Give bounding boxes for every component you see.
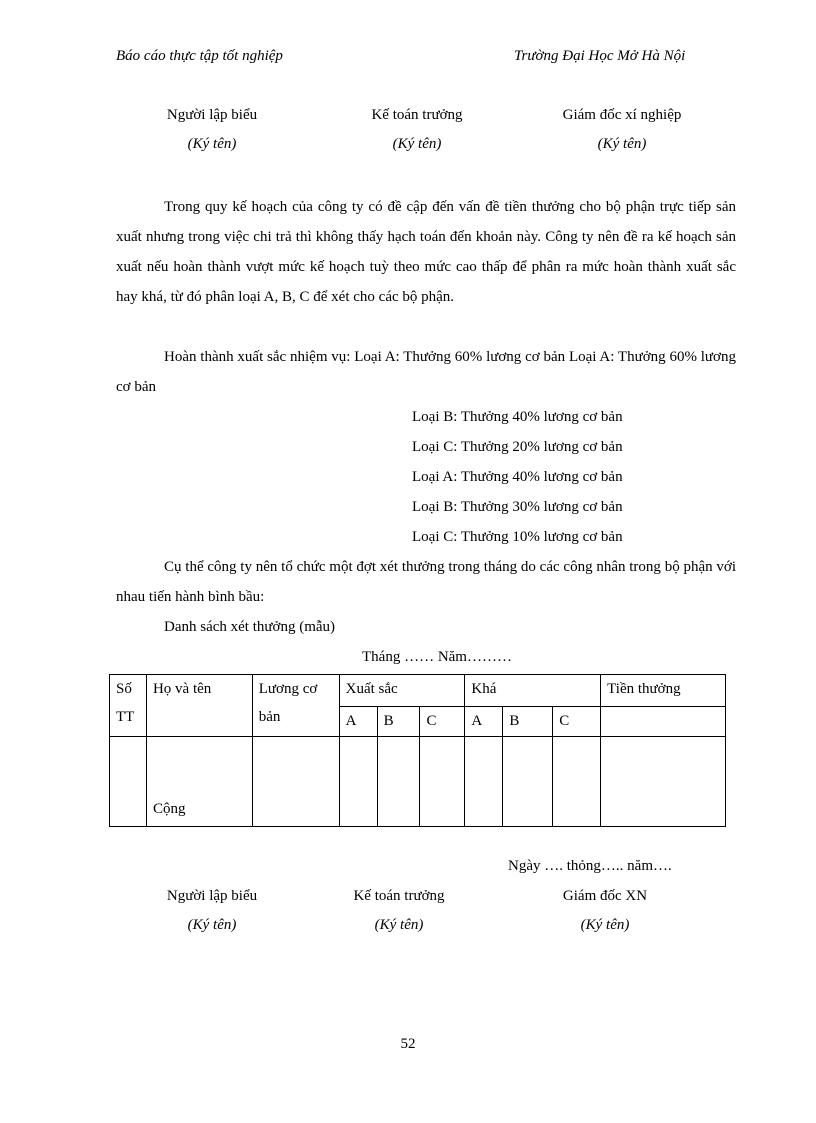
bonus-level-item: Loại C: Thưởng 20% lương cơ bản bbox=[412, 439, 623, 455]
cell-empty bbox=[110, 737, 147, 827]
bonus-level-item: Loại A: Thưởng 40% lương cơ bản bbox=[412, 469, 623, 485]
cell-empty bbox=[420, 737, 465, 827]
header-stt bbox=[110, 675, 147, 737]
cell-empty bbox=[503, 737, 553, 827]
sub-c: C bbox=[553, 707, 601, 737]
signature-sign: (Ký tên) bbox=[597, 136, 647, 152]
header-left: Báo cáo thực tập tốt nghiệp bbox=[116, 48, 283, 64]
cell-empty bbox=[377, 737, 420, 827]
bonus-table bbox=[109, 674, 726, 827]
signature-role: Người lập biểu bbox=[166, 888, 258, 904]
signature-sign: (Ký tên) bbox=[187, 917, 237, 933]
month-year-line: Tháng …… Năm……… bbox=[362, 649, 512, 665]
sub-b: B bbox=[377, 707, 420, 737]
sub-c: C bbox=[420, 707, 465, 737]
cell-empty bbox=[339, 737, 377, 827]
list-title: Danh sách xét thưởng (mẫu) bbox=[164, 619, 336, 635]
sub-empty bbox=[601, 707, 726, 737]
signature-role: Người lập biểu bbox=[166, 107, 258, 123]
signature-sign: (Ký tên) bbox=[374, 917, 424, 933]
header-salary-1: Lương cơ bbox=[258, 681, 318, 697]
signature-role: Kế toán trưởng bbox=[353, 888, 445, 904]
paragraph-3 bbox=[116, 552, 736, 612]
signature-sign: (Ký tên) bbox=[187, 136, 237, 152]
bonus-level-item: Loại B: Thưởng 30% lương cơ bản bbox=[412, 499, 623, 515]
cell-empty bbox=[601, 737, 726, 827]
signature-sign: (Ký tên) bbox=[392, 136, 442, 152]
paragraph-1 bbox=[116, 192, 736, 312]
paragraph-text: Trong quy kế hoạch của công ty có đề cập đến vấn đề tiền thưởng cho bộ phận trực tiếp sản xuất nhưng trong việc chi trả thì không thấy hạch toán đến khoản này. Công ty nên đề ra kế hoạch sản xuất nếu hoàn thành vượt mức kế hoạch tuỳ theo mức cao thấp để phân ra mức hoàn thành xuất sắc hay khá, từ đó phân loại A, B, C để xét cho các bộ phận. bbox=[116, 199, 736, 305]
header-salary-2: bản bbox=[258, 709, 281, 725]
signature-role: Kế toán trưởng bbox=[371, 107, 463, 123]
bonus-levels bbox=[412, 402, 623, 552]
sub-a: A bbox=[339, 707, 377, 737]
header-name: Họ và tên bbox=[146, 675, 252, 737]
signature-role: Giám đốc xí nghiệp bbox=[562, 107, 682, 123]
header-right: Trường Đại Học Mở Hà Nội bbox=[514, 48, 686, 64]
header-excellent: Xuất sắc bbox=[339, 675, 465, 707]
total-cell: Cộng bbox=[146, 737, 252, 827]
signature-role: Giám đốc XN bbox=[562, 888, 648, 904]
paragraph-text: Hoàn thành xuất sắc nhiệm vụ: Loại A: Thưởng 60% lương cơ bản Loại A: Thưởng 60% lương cơ bản bbox=[116, 349, 736, 395]
paragraph-2 bbox=[116, 342, 736, 402]
header-good: Khá bbox=[465, 675, 601, 707]
table-header-row bbox=[110, 675, 726, 707]
header-salary bbox=[252, 675, 339, 737]
signature-sign: (Ký tên) bbox=[580, 917, 630, 933]
bonus-level-item: Loại C: Thưởng 10% lương cơ bản bbox=[412, 529, 623, 545]
date-line: Ngày …. thỏng….. năm…. bbox=[508, 858, 672, 874]
table-body-row bbox=[110, 737, 726, 827]
paragraph-text: Cụ thể công ty nên tổ chức một đợt xét thưởng trong tháng do các công nhân trong bộ phận với nhau tiến hành bình bầu: bbox=[116, 559, 736, 605]
header-bonus: Tiền thưởng bbox=[601, 675, 726, 707]
bonus-level-item: Loại B: Thưởng 40% lương cơ bản bbox=[412, 409, 623, 425]
header-stt-2: TT bbox=[116, 709, 135, 725]
cell-empty bbox=[252, 737, 339, 827]
cell-empty bbox=[553, 737, 601, 827]
page-number: 52 bbox=[400, 1036, 416, 1052]
sub-a: A bbox=[465, 707, 503, 737]
cell-empty bbox=[465, 737, 503, 827]
header-stt-1: Số bbox=[116, 681, 132, 697]
sub-b: B bbox=[503, 707, 553, 737]
